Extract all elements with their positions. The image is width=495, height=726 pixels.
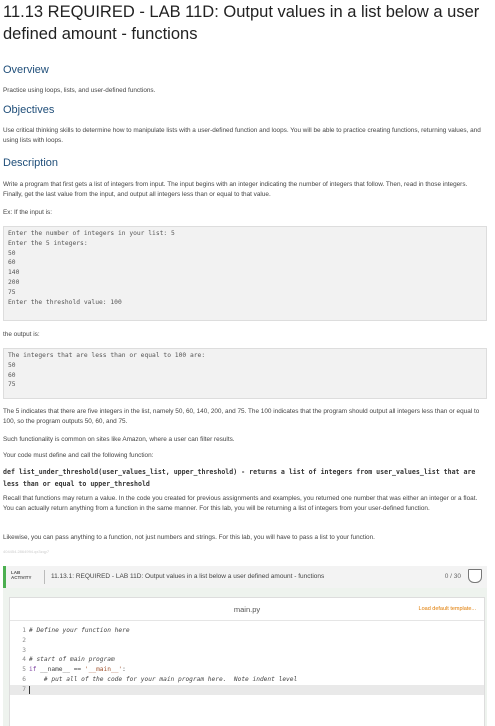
example-label: Ex: If the input is: bbox=[3, 209, 53, 216]
amazon-text: Such functionality is common on sites like Amazon, where a user can filter results. bbox=[3, 436, 235, 443]
code-line[interactable]: 5 if __name__ == '__main__': bbox=[22, 666, 126, 674]
objectives-heading: Objectives bbox=[3, 104, 55, 116]
output-label: the output is: bbox=[3, 331, 40, 338]
text-cursor bbox=[29, 686, 30, 694]
lab-title: 11.13.1: REQUIRED - LAB 11D: Output values in a list below a user defined amount - functions bbox=[51, 573, 325, 580]
code-line[interactable]: 4 # start of main program bbox=[22, 656, 115, 664]
load-default-template-link[interactable]: Load default template... bbox=[418, 606, 476, 612]
description-heading: Description bbox=[3, 157, 59, 169]
example-input-block: Enter the number of integers in your list: 5 Enter the 5 integers: 50 60 140 200 75 Enter the threshold value: 100 bbox=[3, 226, 487, 321]
lab-activity-label: LAB ACTIVITY bbox=[11, 570, 32, 580]
lab-header bbox=[3, 566, 487, 588]
code-lines[interactable] bbox=[10, 626, 484, 695]
overview-text: Practice using loops, lists, and user-defined functions. bbox=[3, 87, 156, 94]
function-signature: def list_under_threshold(user_values_list, upper_threshold) - returns a list of integers from user_values_list that are less than or equal to upper_threshold bbox=[3, 468, 476, 488]
likewise-text: Likewise, you can pass anything to a function, not just numbers and strings. For this lab, you will have to pass a list to your function. bbox=[3, 534, 375, 541]
lab-score: 0 / 30 bbox=[444, 573, 461, 580]
code-line[interactable]: 2 bbox=[22, 636, 26, 644]
code-line[interactable]: 6 # put all of the code for your main program here. Note indent level bbox=[22, 675, 298, 683]
example-output-block: The integers that are less than or equal to 100 are: 50 60 75 bbox=[3, 348, 487, 399]
code-line-active[interactable]: 7 bbox=[10, 685, 484, 695]
divider bbox=[44, 570, 45, 584]
must-define-text: Your code must define and call the following function: bbox=[3, 452, 154, 459]
section-id: 404454.2864994.qx3zqy7 bbox=[3, 549, 50, 554]
objectives-text: Use critical thinking skills to determine how to manipulate lists with a user-defined function and loops. You will be able to practice creating functions, returning values, and using lists with loops. bbox=[3, 127, 481, 144]
file-name: main.py bbox=[233, 605, 261, 614]
code-line[interactable]: 1 # Define your function here bbox=[22, 627, 130, 634]
overview-heading: Overview bbox=[3, 64, 49, 76]
code-line[interactable]: 3 bbox=[22, 646, 26, 654]
editor-header bbox=[10, 598, 484, 621]
shield-icon bbox=[468, 569, 482, 583]
recall-text: Recall that functions may return a value. In the code you created for previous assignments and examples, you returned one number that was either an integer or a float. You can actually return anything from a function in the same manner. For this lab, you will be returning a list of integers from your user-defined function. bbox=[3, 495, 478, 512]
description-intro: Write a program that first gets a list of integers from input. The input begins with an integer indicating the number of integers that follow. Then, read in those integers. Finally, get the last value from the input, and output all integers less than or equal to that value. bbox=[3, 181, 468, 198]
page-title: 11.13 REQUIRED - LAB 11D: Output values in a list below a user defined amount - functions bbox=[3, 3, 480, 43]
explanation-text: The 5 indicates that there are five integers in the list, namely 50, 60, 140, 200, and 75. The 100 indicates that the program should output all integers less than or equal to 100, so the program outputs 50, 60, and 75. bbox=[3, 408, 480, 425]
code-editor[interactable] bbox=[9, 597, 485, 726]
